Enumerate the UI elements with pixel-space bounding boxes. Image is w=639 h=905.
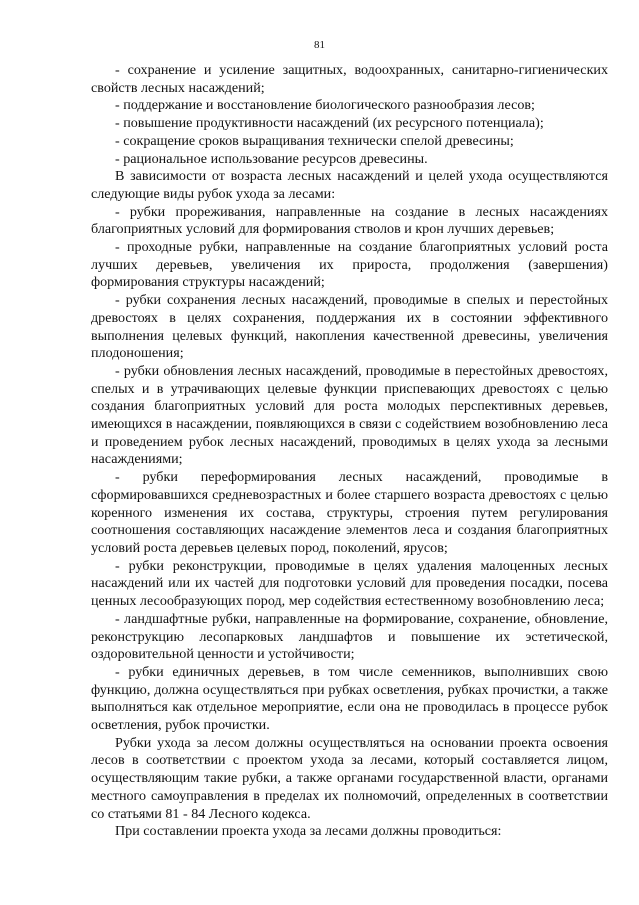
paragraph-list-item: - сохранение и усиление защитных, водоохранных, санитарно-гигиенических свойств лесных насаждений; (91, 62, 608, 96)
paragraph-list-item: - рубки реконструкции, проводимые в целях удаления малоценных лесных насаждений или их частей для подготовки условий для проведения посадки, посева ценных лесообразующих пород, мер содействия естественному возобновлению леса; (91, 557, 608, 610)
paragraph-list-item: - рубки обновления лесных насаждений, проводимые в перестойных древостоях, спелых и в утрачивающих целевые функции приспевающих древостоях с целью создания благоприятных условий для роста молодых перспективных деревьев, имеющихся в насаждении, появляющихся в связи с содействием возобновлению леса и проведением рубок лесных насаждений, проводимых в целях ухода за лесными насаждениями; (91, 362, 608, 468)
paragraph: Рубки ухода за лесом должны осуществляться на основании проекта освоения лесов в соответствии с проектом ухода за лесами, который составляется лицом, осуществляющим такие рубки, а также органами государственной власти, органами местного самоуправления в пределах их полномочий, определенных в соответствии со статьями 81 - 84 Лесного кодекса. (91, 734, 608, 822)
paragraph-list-item: - рубки прореживания, направленные на создание в лесных насаждениях благоприятных условий для формирования стволов и крон лучших деревьев; (91, 203, 608, 238)
page-number: 81 (314, 39, 325, 51)
paragraph-list-item: - рациональное использование ресурсов древесины. (115, 150, 428, 167)
paragraph-list-item: - поддержание и восстановление биологического разнообразия лесов; (115, 97, 535, 114)
paragraph: При составлении проекта ухода за лесами должны проводиться: (115, 823, 502, 840)
paragraph-list-item: - повышение продуктивности насаждений (их ресурсного потенциала); (115, 115, 544, 132)
paragraph-list-item: - рубки единичных деревьев, в том числе семенников, выполнивших свою функцию, должна осуществляться при рубках осветления, рубках прочистки, а также выполняться как отдельное мероприятие, если она не проводилась в процессе рубок осветления, рубок прочистки. (91, 663, 608, 734)
body-text (91, 62, 608, 841)
paragraph-list-item: - проходные рубки, направленные на создание благоприятных условий роста лучших деревьев, увеличения их прироста, продолжения (завершения) формирования структуры насаждений; (91, 239, 608, 291)
paragraph-list-item: - ландшафтные рубки, направленные на формирование, сохранение, обновление, реконструкцию лесопарковых ландшафтов и повышение их эстетической, оздоровительной ценности и устойчивости; (91, 610, 608, 663)
paragraph-intro: В зависимости от возраста лесных насаждений и целей ухода осуществляются следующие виды рубок ухода за лесами: (91, 168, 608, 202)
paragraph-list-item: - рубки переформирования лесных насаждений, проводимые в сформировавшихся средневозрастных и более старшего возраста древостоях с целью коренного изменения их состава, структуры, строения путем регулирования соотношения составляющих насаждение элементов леса и создания благоприятных условий роста деревьев целевых пород, поколений, ярусов; (91, 469, 608, 556)
paragraph-list-item: - рубки сохранения лесных насаждений, проводимые в спелых и перестойных древостоях в целях сохранения, поддержания их в состоянии эффективного выполнения целевых функций, накопления качественной древесины, увеличения плодоношения; (91, 292, 608, 362)
paragraph-list-item: - сокращение сроков выращивания технически спелой древесины; (115, 132, 514, 149)
